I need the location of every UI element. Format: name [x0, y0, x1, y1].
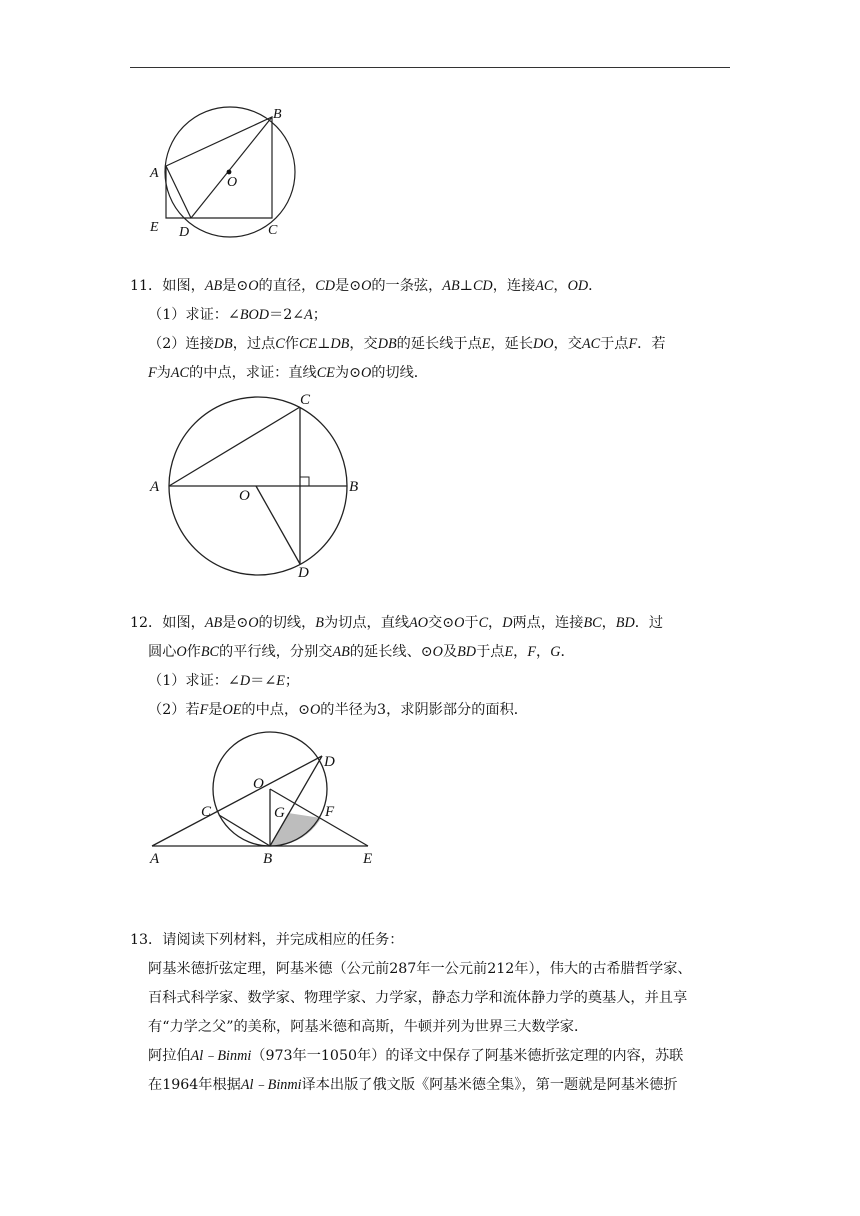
- header-rule: [130, 67, 730, 68]
- q13-line-3: 百科式科学家、数学家、物理学家、力学家，静态力学和流体静力学的奠基人，并且享: [148, 990, 688, 1006]
- label-b: B: [349, 479, 359, 495]
- right-angle-mark: [300, 477, 309, 486]
- segment-ac: [169, 407, 300, 486]
- q11-line-1: 11．如图，AB是⊙O的直径，CD是⊙O的一条弦，AB⊥CD，连接AC，OD．: [130, 278, 603, 294]
- label-c: C: [201, 804, 212, 820]
- segment-bd: [191, 117, 272, 218]
- label-a: A: [150, 851, 160, 867]
- label-d: D: [179, 225, 190, 240]
- q12-line-4: （2）若F是OE的中点，⊙O的半径为3，求阴影部分的面积．: [148, 702, 528, 718]
- label-c: C: [268, 223, 278, 238]
- q13-line-5: 阿拉伯Al﹣Binmi（973年一1050年）的译文中保存了阿基米德折弦定理的内容，苏联: [148, 1048, 684, 1064]
- label-c: C: [300, 392, 311, 408]
- label-o: O: [227, 175, 238, 190]
- q11-line-2: （1）求证：∠BOD＝2∠A；: [148, 307, 327, 323]
- q11-line-3: （2）连接DB，过点C作CE⊥DB，交DB的延长线于点E，延长DO，交AC于点F．若: [148, 336, 666, 352]
- q12-line-1: 12．如图，AB是⊙O的切线，B为切点，直线AO交⊙O于C，D两点，连接BC，BD．过: [130, 615, 664, 631]
- figure-q10-circle-diagram: [140, 100, 310, 245]
- center-dot: [227, 170, 232, 175]
- figure-q12-circle-diagram: [145, 730, 385, 870]
- label-e: E: [363, 851, 373, 867]
- figure-q11-circle-diagram: [145, 388, 370, 583]
- label-g: G: [274, 805, 285, 821]
- q13-line-6: 在1964年根据Al﹣Binmi译本出版了俄文版《阿基米德全集》，第一题就是阿基米德折: [148, 1077, 678, 1093]
- quad-ab-bc-cd: [166, 117, 272, 218]
- label-a: A: [150, 479, 160, 495]
- segment-od: [256, 486, 300, 564]
- label-d: D: [298, 565, 309, 581]
- label-o: O: [253, 776, 264, 792]
- q13-line-4: 有“力学之父”的美称，阿基米德和高斯，牛顿并列为世界三大数学家．: [148, 1019, 589, 1035]
- q13-line-1: 13．请阅读下列材料，并完成相应的任务：: [130, 932, 404, 948]
- label-a: A: [150, 166, 159, 181]
- q11-line-4: F为AC的中点，求证：直线CE为⊙O的切线．: [148, 365, 428, 381]
- q13-line-2: 阿基米德折弦定理，阿基米德（公元前287年一公元前212年），伟大的古希腊哲学家、: [148, 961, 692, 977]
- label-b: B: [263, 851, 273, 867]
- q12-line-3: （1）求证：∠D＝∠E；: [148, 673, 300, 689]
- label-b: B: [273, 107, 282, 122]
- segment-cb: [219, 815, 270, 846]
- label-o: O: [239, 488, 250, 504]
- label-e: E: [150, 220, 159, 235]
- q12-line-2: 圆心O作BC的平行线，分别交AB的延长线、⊙O及BD于点E，F，G．: [148, 644, 575, 660]
- label-f: F: [325, 804, 335, 820]
- label-d: D: [324, 754, 335, 770]
